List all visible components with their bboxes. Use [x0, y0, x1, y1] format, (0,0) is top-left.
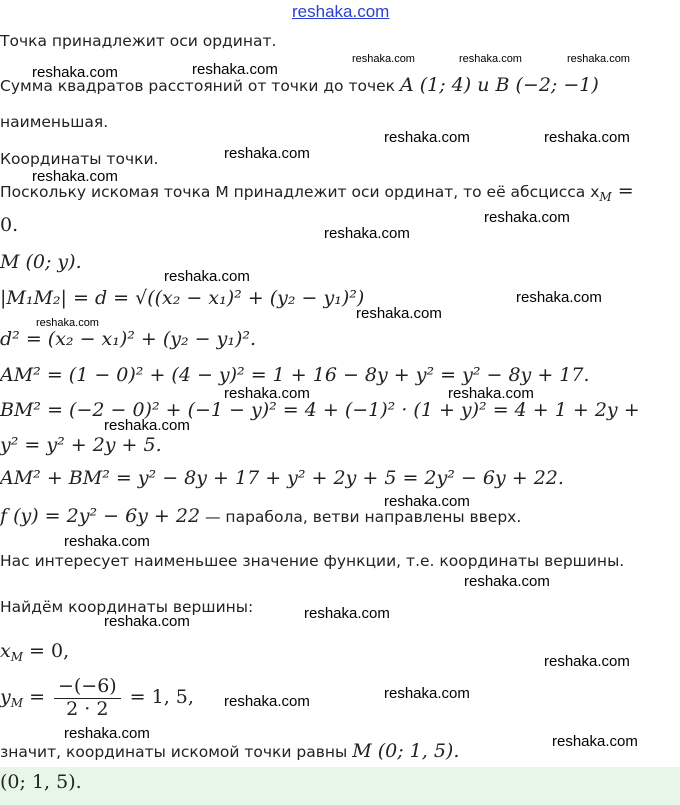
- distance-squared: d² = (x₂ − x₁)² + (y₂ − y₁)².: [0, 328, 257, 350]
- given-line-2-points: A (1; 4) и B (−2; −1): [399, 74, 599, 96]
- watermark: reshaka.com: [516, 289, 602, 306]
- xm-value: = 0,: [23, 640, 70, 662]
- given-line-2-text: Сумма квадратов расстояний от точки до точек: [0, 77, 396, 95]
- point-line: M (0; y).: [0, 251, 82, 273]
- reason-equals: =: [611, 180, 634, 202]
- site-header-link[interactable]: reshaka.com: [292, 2, 390, 21]
- function-math: f (y) = 2y² − 6y + 22: [0, 505, 201, 527]
- xm-line: [0, 640, 69, 664]
- watermark: reshaka.com: [104, 613, 190, 630]
- watermark: reshaka.com: [304, 605, 390, 622]
- watermark: reshaka.com: [36, 317, 99, 329]
- am-squared: AM² = (1 − 0)² + (4 − y)² = 1 + 16 − 8y + y² = y² − 8y + 17.: [0, 364, 590, 386]
- ym-denominator: 2 · 2: [66, 697, 109, 720]
- watermark: reshaka.com: [384, 493, 470, 510]
- watermark: reshaka.com: [352, 53, 415, 65]
- xm-subscript: M: [10, 650, 24, 665]
- interest-line: Нас интересует наименьшее значение функции, т.е. координаты вершины.: [0, 552, 625, 570]
- reason-line-2: 0.: [0, 214, 19, 236]
- ym-numerator: −(−6): [54, 676, 121, 699]
- find-line: Координаты точки.: [0, 150, 159, 168]
- watermark: reshaka.com: [224, 385, 310, 402]
- watermark: reshaka.com: [64, 725, 150, 742]
- ym-line: [0, 676, 194, 721]
- watermark: reshaka.com: [64, 533, 150, 550]
- watermark: reshaka.com: [192, 61, 278, 78]
- bm-squared-line-2: y² = y² + 2y + 5.: [0, 434, 162, 456]
- xm-var: x: [0, 640, 11, 662]
- given-line-1: Точка принадлежит оси ординат.: [0, 32, 277, 50]
- watermark: reshaka.com: [224, 145, 310, 162]
- watermark: reshaka.com: [164, 268, 250, 285]
- watermark: reshaka.com: [459, 53, 522, 65]
- conclusion-math: M (0; 1, 5).: [352, 740, 460, 762]
- watermark: reshaka.com: [324, 225, 410, 242]
- watermark: reshaka.com: [224, 693, 310, 710]
- reason-subscript: M: [599, 190, 612, 205]
- watermark: reshaka.com: [356, 305, 442, 322]
- watermark: reshaka.com: [567, 53, 630, 65]
- watermark: reshaka.com: [544, 653, 630, 670]
- watermark: reshaka.com: [32, 168, 118, 185]
- ym-var: y: [0, 685, 11, 708]
- distance-formula: |M₁M₂| = d = √((x₂ − x₁)² + (y₂ − y₁)²): [0, 287, 365, 309]
- watermark: reshaka.com: [552, 733, 638, 750]
- watermark: reshaka.com: [384, 129, 470, 146]
- given-line-3: наименьшая.: [0, 113, 109, 131]
- watermark: reshaka.com: [464, 573, 550, 590]
- ym-fraction: [54, 676, 121, 721]
- function-text: — парабола, ветви направлены вверх.: [200, 508, 522, 526]
- watermark: reshaka.com: [544, 129, 630, 146]
- ym-result: = 1, 5,: [129, 685, 194, 708]
- reason-line-1-text: Поскольку искомая точка M принадлежит оси ординат, то её абсцисса x: [0, 183, 600, 201]
- watermark: reshaka.com: [384, 685, 470, 702]
- conclusion-line: [0, 740, 459, 762]
- answer-box: [0, 767, 680, 805]
- watermark: reshaka.com: [104, 417, 190, 434]
- answer-value: (0; 1, 5).: [0, 771, 82, 793]
- conclusion-text: значит, координаты искомой точки равны: [0, 743, 348, 761]
- sum-line: AM² + BM² = y² − 8y + 17 + y² + 2y + 5 = 2y² − 6y + 22.: [0, 467, 564, 489]
- watermark: reshaka.com: [484, 209, 570, 226]
- watermark: reshaka.com: [448, 385, 534, 402]
- bm-squared-line-1: BM² = (−2 − 0)² + (−1 − y)² = 4 + (−1)² · (1 + y)² = 4 + 1 + 2y +: [0, 399, 640, 421]
- watermark: reshaka.com: [32, 64, 118, 81]
- ym-equals: =: [23, 685, 45, 708]
- vertex-find-line: Найдём координаты вершины:: [0, 598, 254, 616]
- ym-subscript: M: [10, 695, 24, 710]
